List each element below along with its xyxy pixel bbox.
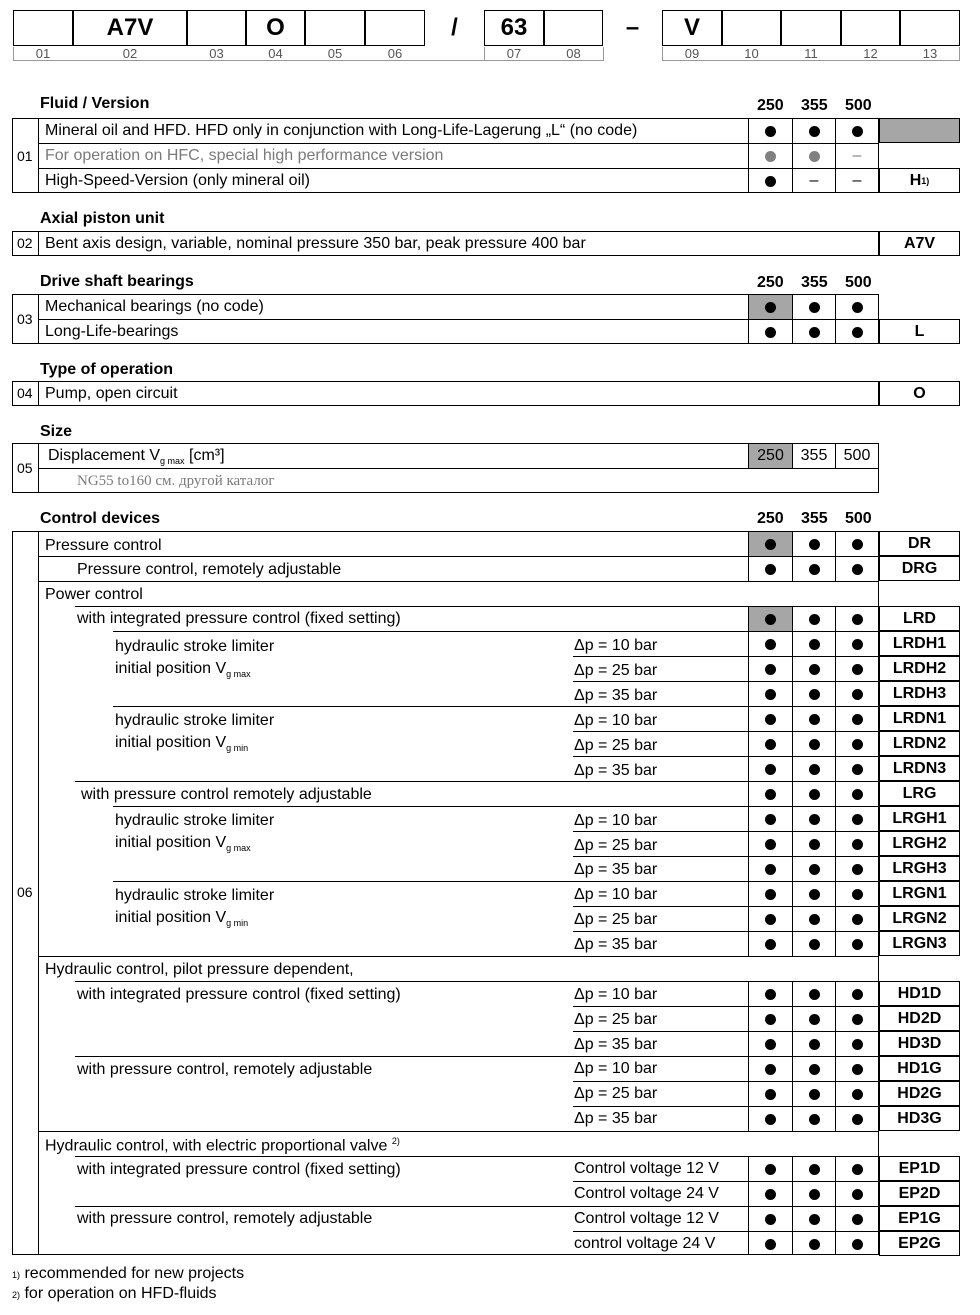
order-box: O [246,10,305,46]
delta-p-label: Δp = 25 bar [574,911,658,928]
position-label: 04 [268,46,283,61]
available-dot [809,1214,820,1225]
available-dot [809,689,820,700]
row-with-remote: with pressure control remotely adjustable [81,786,372,803]
code-box: HD3G [879,1106,960,1131]
available-dot [852,839,863,850]
delta-p-label: Δp = 25 bar [574,1011,658,1028]
row-hd-integrated: with integrated pressure control (fixed setting) [77,986,401,1003]
code-box: EP1D [879,1156,960,1181]
available-dot [809,564,820,575]
code-box: LRGH2 [879,831,960,856]
code-box: LRDH2 [879,656,960,681]
available-dot [809,664,820,675]
code-box: LRGN1 [879,881,960,906]
size-header-355: 355 [801,97,828,114]
available-dot [852,789,863,800]
code-box: EP2D [879,1181,960,1206]
available-dot [809,764,820,775]
available-dot [765,327,776,338]
delta-p-label: Δp = 35 bar [574,936,658,953]
available-dot [852,564,863,575]
available-dot [852,1189,863,1200]
position-label: 06 [387,46,403,61]
delta-p-label: Δp = 10 bar [574,986,658,1003]
initial-position-label: initial position $V_{g max}$ [115,660,251,680]
available-dot [765,1214,776,1225]
available-dot [809,539,820,550]
size-note: NG55 to160 см. другой каталог [77,473,275,489]
available-dot [852,302,863,313]
section-header-size: Size [40,423,73,440]
row-number: 01 [17,148,33,164]
available-dot [852,914,863,925]
code-box: HD2G [879,1081,960,1106]
code-box: LRG [879,781,960,806]
available-dot [852,939,863,950]
fluid-row-highspeed: High-Speed-Version (only mineral oil) [45,172,311,189]
stroke-limiter-label: hydraulic stroke limiter [115,638,275,655]
available-dot [765,1014,776,1025]
delta-p-label: Δp = 25 bar [574,737,658,754]
available-dot [765,614,776,625]
available-dot [765,151,776,162]
code-box-a7v: A7V [879,231,960,256]
position-label: 11 [804,46,818,61]
row-hd-title: Hydraulic control, pilot pressure dependent, [45,961,354,978]
unavailable-dash: – [809,172,819,189]
row-with-integrated: with integrated pressure control (fixed setting) [77,610,401,627]
available-dot [809,1039,820,1050]
unavailable-dash: – [852,147,862,164]
available-dot [852,639,863,650]
bearings-row-longlife: Long-Life-bearings [45,323,179,340]
available-dot [852,1214,863,1225]
available-dot [809,1189,820,1200]
size-value-500: 500 [843,447,871,464]
order-box: 63 [484,10,544,46]
order-box [544,10,603,46]
delta-p-label: Δp = 35 bar [574,1110,658,1127]
available-dot [765,689,776,700]
order-box [841,10,900,46]
available-dot [809,614,820,625]
available-dot [852,814,863,825]
section-header-bearings: Drive shaft bearings [40,273,194,290]
available-dot [765,639,776,650]
available-dot [809,864,820,875]
operation-row-text: Pump, open circuit [45,385,178,402]
available-dot [809,814,820,825]
available-dot [809,914,820,925]
order-box [305,10,365,46]
position-label: 08 [566,46,581,61]
position-label: 05 [327,46,343,61]
section-header-fluid: Fluid / Version [40,95,150,112]
available-dot [852,1039,863,1050]
footnote-2: 2) for operation on HFD-fluids [12,1285,217,1302]
available-dot [765,1089,776,1100]
delta-p-label: Δp = 10 bar [574,812,658,829]
available-dot [809,302,820,313]
available-dot [809,1014,820,1025]
code-box: LRDN1 [879,706,960,731]
unavailable-dash: – [852,172,862,189]
code-box: EP2G [879,1231,960,1256]
position-label: 12 [863,46,878,61]
displacement-label: Displacement $V_{g max}$ [cm³] [48,447,225,467]
code-box-fluid-h: H 1) [879,168,960,193]
axial-row-text: Bent axis design, variable, nominal pressure 350 bar, peak pressure 400 bar [45,235,586,252]
available-dot [765,914,776,925]
available-dot [765,864,776,875]
size-header-355: 355 [801,274,828,291]
available-dot [765,176,776,187]
voltage-label: control voltage 24 V [574,1235,716,1252]
code-box: HD1D [879,981,960,1006]
code-box: LRGH1 [879,806,960,831]
position-label: 03 [209,46,224,61]
order-box [187,10,246,46]
size-header-500: 500 [845,510,872,527]
available-dot [809,939,820,950]
code-box: LRDH3 [879,681,960,706]
available-dot [852,689,863,700]
available-dot [852,327,863,338]
available-dot [765,889,776,900]
delta-p-label: Δp = 35 bar [574,861,658,878]
fluid-row-mineral: Mineral oil and HFD. HFD only in conjunction with Long-Life-Lagerung „L“ (no code) [45,122,638,139]
size-header-250: 250 [757,97,784,114]
code-box: LRDN2 [879,731,960,756]
available-dot [809,151,820,162]
section-header-axial: Axial piston unit [40,210,165,227]
available-dot [765,564,776,575]
order-box: A7V [73,10,187,46]
available-dot [765,814,776,825]
available-dot [852,764,863,775]
available-dot [765,126,776,137]
available-dot [809,1239,820,1250]
position-label: 13 [922,46,938,61]
available-dot [852,1239,863,1250]
position-label: 09 [684,46,700,61]
available-dot [809,889,820,900]
available-dot [852,539,863,550]
position-label: 10 [744,46,759,61]
order-box: V [662,10,722,46]
position-label: 01 [35,46,51,61]
code-box-o: O [879,381,960,406]
code-box: LRDN3 [879,756,960,781]
order-box [13,10,73,46]
delta-p-label: Δp = 35 bar [574,687,658,704]
size-header-500: 500 [845,274,872,291]
row-ep-integrated: with integrated pressure control (fixed setting) [77,1161,401,1178]
available-dot [852,989,863,1000]
delta-p-label: Δp = 35 bar [574,1036,658,1053]
available-dot [809,1114,820,1125]
available-dot [765,664,776,675]
available-dot [809,739,820,750]
section-header-operation: Type of operation [40,361,174,378]
order-box [722,10,781,46]
available-dot [852,126,863,137]
available-dot [765,1189,776,1200]
row-number: 05 [17,460,33,476]
available-dot [852,1064,863,1075]
voltage-label: Control voltage 12 V [574,1160,719,1177]
available-dot [765,839,776,850]
voltage-label: Control voltage 12 V [574,1210,719,1227]
row-number: 06 [17,884,33,900]
code-box: LRGH3 [879,856,960,881]
available-dot [765,539,776,550]
available-dot [809,1089,820,1100]
code-box: LRDH1 [879,631,960,656]
delta-p-label: Δp = 25 bar [574,837,658,854]
available-dot [852,614,863,625]
size-value-250: 250 [749,444,792,468]
order-box [781,10,841,46]
row-power-control: Power control [45,586,143,603]
available-dot [809,639,820,650]
stroke-limiter-label: hydraulic stroke limiter [115,712,275,729]
delta-p-label: Δp = 10 bar [574,886,658,903]
initial-position-label: initial position $V_{g min}$ [115,909,249,929]
available-dot [809,839,820,850]
initial-position-label: initial position $V_{g min}$ [115,734,249,754]
row-number: 03 [17,311,33,327]
code-box: HD1G [879,1056,960,1081]
available-dot [809,989,820,1000]
code-box: HD2D [879,1006,960,1031]
position-label: 02 [122,46,138,61]
voltage-label: Control voltage 24 V [574,1185,719,1202]
order-box [365,10,425,46]
size-header-500: 500 [845,97,872,114]
delta-p-label: Δp = 35 bar [574,762,658,779]
code-box: LRD [879,606,960,631]
available-dot [765,989,776,1000]
delta-p-label: Δp = 10 bar [574,1060,658,1077]
available-dot [852,739,863,750]
size-header-355: 355 [801,510,828,527]
available-dot [852,1014,863,1025]
size-header-250: 250 [757,510,784,527]
available-dot [765,739,776,750]
order-box [900,10,960,46]
code-box-l: L [879,319,960,344]
available-dot [809,327,820,338]
footnote-1: 1) recommended for new projects [12,1265,245,1282]
fluid-row-hfc: For operation on HFC, special high performance version [45,147,444,164]
available-dot [765,939,776,950]
row-pressure-remote: Pressure control, remotely adjustable [77,561,342,578]
size-value-355: 355 [800,447,828,464]
available-dot [765,1239,776,1250]
available-dot [809,1064,820,1075]
available-dot [852,889,863,900]
order-box: / [451,14,458,41]
code-box-fluid-default [879,118,960,143]
available-dot [852,864,863,875]
available-dot [809,714,820,725]
stroke-limiter-label: hydraulic stroke limiter [115,887,275,904]
code-box: EP1G [879,1206,960,1231]
available-dot [765,714,776,725]
row-ep-title: Hydraulic control, with electric proportional valve $^{2)}$ [45,1136,400,1155]
bearings-row-mechanical: Mechanical bearings (no code) [45,298,264,315]
row-hd-remote: with pressure control, remotely adjustable [77,1061,373,1078]
available-dot [765,302,776,313]
delta-p-label: Δp = 10 bar [574,637,658,654]
section-header-control: Control devices [40,510,161,527]
available-dot [765,1064,776,1075]
available-dot [765,1039,776,1050]
delta-p-label: Δp = 25 bar [574,662,658,679]
available-dot [765,1114,776,1125]
row-ep-remote: with pressure control, remotely adjustable [77,1210,373,1227]
available-dot [809,126,820,137]
code-box: LRGN2 [879,906,960,931]
available-dot [852,1114,863,1125]
size-header-250: 250 [757,274,784,291]
available-dot [852,1164,863,1175]
position-label: 07 [506,46,522,61]
available-dot [852,1089,863,1100]
code-box: LRGN3 [879,931,960,956]
available-dot [809,789,820,800]
row-number: 04 [17,385,33,401]
available-dot [852,714,863,725]
available-dot [765,764,776,775]
row-number: 02 [17,235,33,251]
delta-p-label: Δp = 10 bar [574,712,658,729]
code-box: DRG [879,556,960,581]
delta-p-label: Δp = 25 bar [574,1085,658,1102]
available-dot [852,664,863,675]
stroke-limiter-label: hydraulic stroke limiter [115,812,275,829]
available-dot [809,1164,820,1175]
available-dot [765,789,776,800]
order-box: – [625,14,640,41]
available-dot [765,1164,776,1175]
row-pressure-control: Pressure control [45,537,162,554]
code-box: DR [879,531,960,556]
initial-position-label: initial position $V_{g max}$ [115,834,251,854]
code-box: HD3D [879,1031,960,1056]
